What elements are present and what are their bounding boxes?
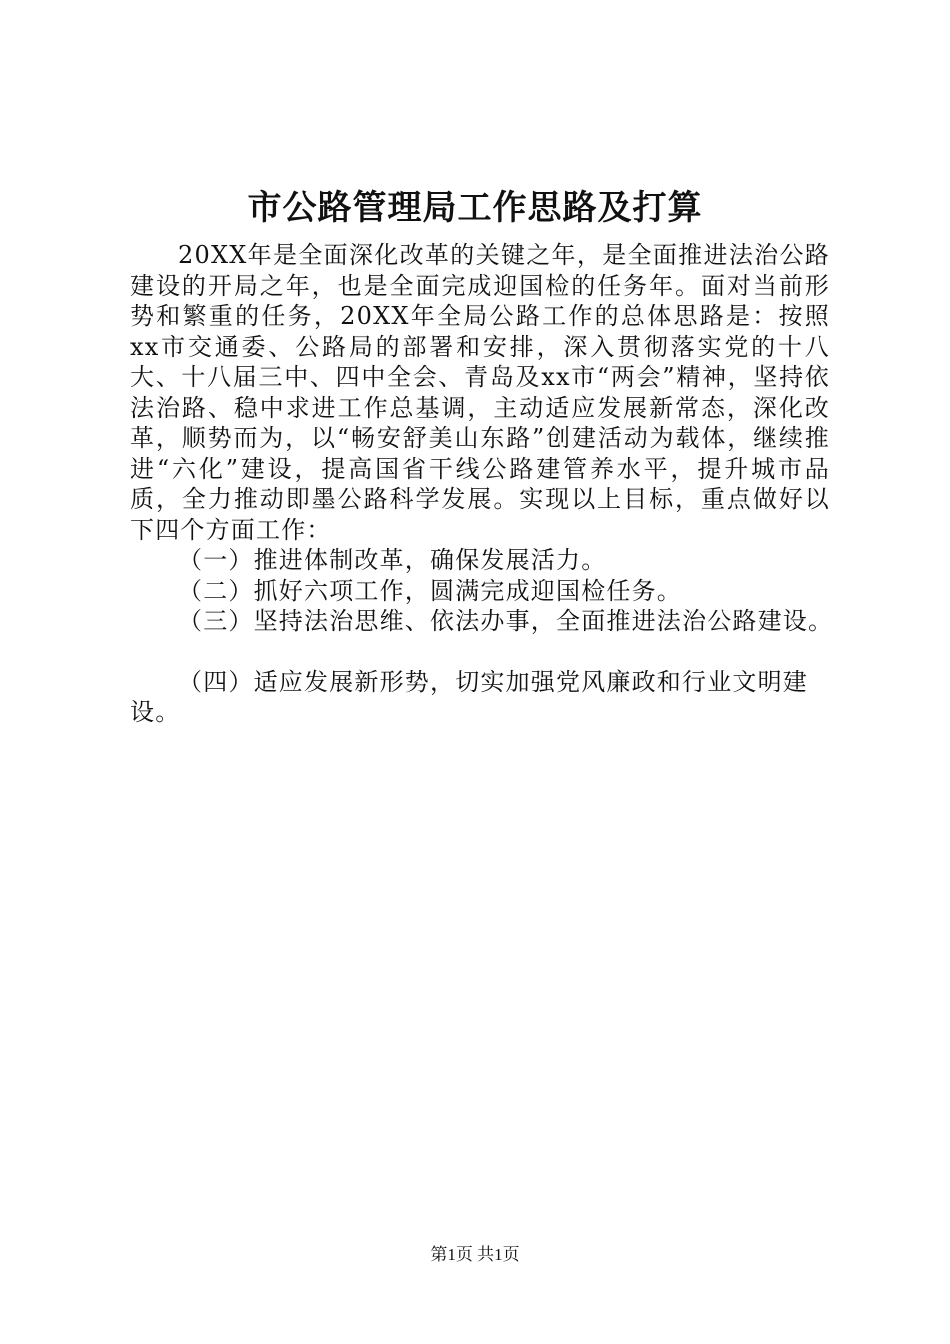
intro-paragraph: 20XX年是全面深化改革的关键之年，是全面推进法治公路建设的开局之年，也是全面完成迎国检的任务年。面对当前形势和繁重的任务，20XX年全局公路工作的总体思路是：按照xx市交通委、公路局的部署和安排，深入贯彻落实党的十八大、十八届三中、四中全会、青岛及xx市“两会”精神，坚持依法治路、稳中求进工作总基调，主动适应发展新常态，深化改革，顺势而为，以“畅安舒美山东路”创建活动为载体，继续推进“六化”建设，提高国省干线公路建管养水平，提升城市品质，全力推动即墨公路科学发展。实现以上目标，重点做好以下四个方面工作： xyxy=(130,241,830,544)
page-number: 第1页 共1页 xyxy=(430,1245,520,1264)
list-item: （四）适应发展新形势，切实加强党风廉政和行业文明建设。 xyxy=(130,667,808,726)
document-title: 市公路管理局工作思路及打算 xyxy=(247,188,703,228)
list-item: （二）抓好六项工作，圆满完成迎国检任务。 xyxy=(178,576,682,605)
document-body xyxy=(130,240,834,728)
list-item: （一）推进体制改革，确保发展活力。 xyxy=(178,546,607,574)
list-item: （三）坚持法治思维、依法办事，全面推进法治公路建设。 xyxy=(178,607,834,635)
